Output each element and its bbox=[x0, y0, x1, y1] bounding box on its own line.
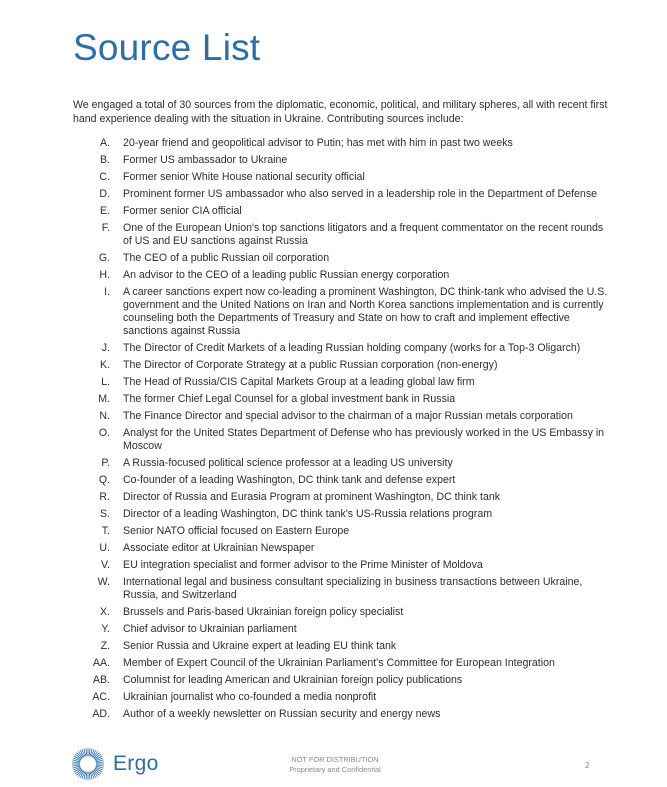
list-item bbox=[73, 691, 613, 704]
list-item bbox=[73, 508, 613, 521]
list-item bbox=[73, 708, 613, 721]
list-item-text: The Finance Director and special advisor to the chairman of a major Russian metals corporation bbox=[123, 410, 573, 422]
list-item-text: The Director of Credit Markets of a leading Russian holding company (works for a Top-3 Oligarch) bbox=[123, 342, 581, 354]
list-item-text: A career sanctions expert now co-leading a prominent Washington, DC think-tank who advised the U.S. government and the United Nations on Iran and North Korea sanctions implementation and is currently counseling both the Departments of Treasury and State on how to craft and implement effective sanctions against Russia bbox=[123, 286, 608, 337]
list-item-letter: O. bbox=[98, 427, 110, 439]
list-item-text: The Head of Russia/CIS Capital Markets Group at a leading global law firm bbox=[123, 376, 475, 388]
list-item-letter: M. bbox=[98, 393, 110, 405]
list-item-text: Columnist for leading American and Ukrainian foreign policy publications bbox=[123, 674, 463, 686]
list-item bbox=[73, 606, 613, 619]
list-item-letter: R. bbox=[99, 491, 110, 503]
list-item-letter: AD. bbox=[92, 708, 110, 720]
list-item-text: An advisor to the CEO of a leading public Russian energy corporation bbox=[123, 269, 450, 281]
list-item bbox=[73, 188, 613, 201]
list-item-text: Ukrainian journalist who co-founded a media nonprofit bbox=[123, 691, 377, 703]
list-item-text: Former US ambassador to Ukraine bbox=[123, 154, 288, 166]
list-item-letter: A. bbox=[99, 137, 110, 149]
list-item-letter: J. bbox=[101, 342, 110, 354]
list-item bbox=[73, 171, 613, 184]
page-title: Source List bbox=[73, 27, 261, 68]
list-item-letter: F. bbox=[101, 222, 110, 234]
list-item-text: Director of Russia and Eurasia Program at prominent Washington, DC think tank bbox=[123, 491, 501, 503]
list-item-letter: U. bbox=[99, 542, 110, 554]
list-item bbox=[73, 252, 613, 265]
list-item-text: Brussels and Paris-based Ukrainian foreign policy specialist bbox=[123, 606, 404, 618]
notice-line-1: NOT FOR DISTRIBUTION bbox=[291, 755, 379, 764]
list-item-text: Senior NATO official focused on Eastern Europe bbox=[123, 525, 350, 537]
list-item-text: 20-year friend and geopolitical advisor to Putin; has met with him in past two weeks bbox=[123, 137, 513, 149]
list-item bbox=[73, 576, 613, 602]
list-item-letter: AB. bbox=[92, 674, 110, 686]
list-item-letter: W. bbox=[97, 576, 110, 588]
list-item-text: Former senior CIA official bbox=[123, 205, 242, 217]
list-item-letter: Z. bbox=[100, 640, 110, 652]
list-item-letter: Y. bbox=[101, 623, 110, 635]
list-item-text: Chief advisor to Ukrainian parliament bbox=[123, 623, 297, 635]
list-item bbox=[73, 222, 613, 248]
list-item-letter: H. bbox=[99, 269, 110, 281]
list-item bbox=[73, 286, 613, 338]
list-item-text: A Russia-focused political science professor at a leading US university bbox=[123, 457, 453, 469]
list-item bbox=[73, 640, 613, 653]
list-item-letter: T. bbox=[101, 525, 110, 537]
list-item-letter: S. bbox=[99, 508, 110, 520]
list-item bbox=[73, 542, 613, 555]
list-item-letter: V. bbox=[100, 559, 110, 571]
list-item-text: Former senior White House national security official bbox=[123, 171, 365, 183]
list-item bbox=[73, 269, 613, 282]
list-item bbox=[73, 457, 613, 470]
list-item-text: Senior Russia and Ukraine expert at leading EU think tank bbox=[123, 640, 397, 652]
list-item-letter: I. bbox=[104, 286, 110, 298]
list-item-letter: Q. bbox=[98, 474, 110, 486]
notice-line-2: Proprietary and Confidential bbox=[289, 765, 381, 774]
list-item bbox=[73, 359, 613, 372]
list-item-text: Member of Expert Council of the Ukrainian Parliament's Committee for European Integration bbox=[123, 657, 555, 669]
list-item-text: Director of a leading Washington, DC think tank's US-Russia relations program bbox=[123, 508, 493, 520]
list-item bbox=[73, 342, 613, 355]
list-item bbox=[73, 137, 613, 150]
list-item bbox=[73, 474, 613, 487]
list-item bbox=[73, 657, 613, 670]
list-item-text: Associate editor at Ukrainian Newspaper bbox=[123, 542, 315, 554]
footer-notice bbox=[260, 755, 410, 775]
list-item-text: The Director of Corporate Strategy at a public Russian corporation (non-energy) bbox=[123, 359, 498, 371]
list-item-letter: G. bbox=[98, 252, 110, 264]
intro-paragraph: We engaged a total of 30 sources from the diplomatic, economic, political, and military spheres, all with recent first hand experience dealing with the situation in Ukraine. Contributing sources include: bbox=[73, 99, 608, 125]
list-item-letter: L. bbox=[101, 376, 110, 388]
list-item-letter: E. bbox=[99, 205, 110, 217]
list-item-letter: D. bbox=[99, 188, 110, 200]
list-item-letter: X. bbox=[99, 606, 110, 618]
page-number: 2 bbox=[585, 761, 590, 770]
list-item-letter: B. bbox=[99, 154, 110, 166]
list-item-letter: K. bbox=[99, 359, 110, 371]
source-list bbox=[73, 137, 613, 725]
list-item-text: Analyst for the United States Department of Defense who has previously worked in the US Embassy in Moscow bbox=[123, 427, 605, 452]
sunburst-logo-icon bbox=[71, 747, 105, 781]
list-item-text: Co-founder of a leading Washington, DC think tank and defense expert bbox=[123, 474, 456, 486]
list-item-text: International legal and business consultant specializing in business transactions between Ukraine, Russia, and Switzerland bbox=[123, 576, 583, 601]
list-item-letter: C. bbox=[99, 171, 110, 183]
list-item bbox=[73, 154, 613, 167]
list-item-text: EU integration specialist and former advisor to the Prime Minister of Moldova bbox=[123, 559, 483, 571]
list-item bbox=[73, 623, 613, 636]
list-item-letter: N. bbox=[99, 410, 110, 422]
list-item bbox=[73, 491, 613, 504]
list-item-text: One of the European Union's top sanctions litigators and a frequent commentator on the recent rounds of US and EU sanctions against Russia bbox=[123, 222, 604, 247]
list-item bbox=[73, 525, 613, 538]
list-item bbox=[73, 559, 613, 572]
list-item-text: The former Chief Legal Counsel for a global investment bank in Russia bbox=[123, 393, 456, 405]
list-item-letter: P. bbox=[101, 457, 110, 469]
list-item bbox=[73, 393, 613, 406]
list-item-letter: AA. bbox=[92, 657, 110, 669]
list-item-letter: AC. bbox=[92, 691, 110, 703]
logo-text: Ergo bbox=[113, 752, 159, 775]
list-item bbox=[73, 376, 613, 389]
list-item bbox=[73, 205, 613, 218]
list-item-text: The CEO of a public Russian oil corporation bbox=[123, 252, 330, 264]
list-item bbox=[73, 427, 613, 453]
list-item-text: Prominent former US ambassador who also served in a leadership role in the Department of Defense bbox=[123, 188, 598, 200]
list-item-text: Author of a weekly newsletter on Russian security and energy news bbox=[123, 708, 441, 720]
list-item bbox=[73, 674, 613, 687]
list-item bbox=[73, 410, 613, 423]
footer-logo bbox=[71, 747, 159, 781]
